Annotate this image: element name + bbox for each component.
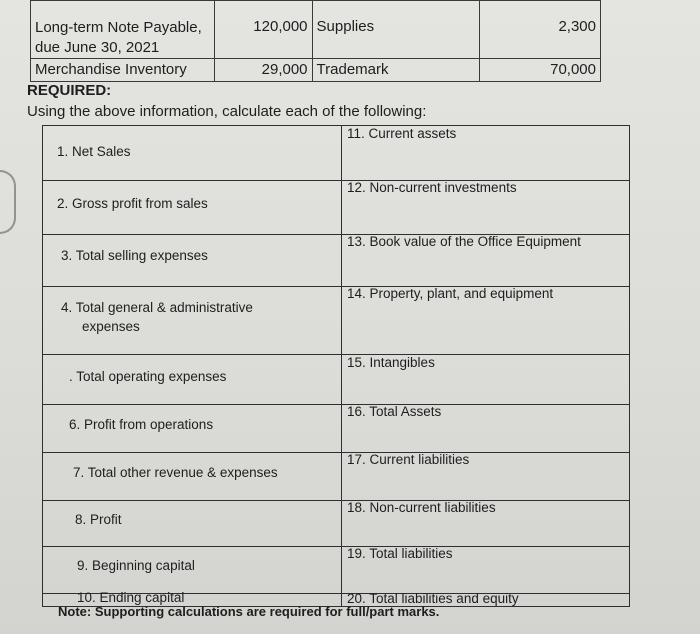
item-current-assets: 11. Current assets bbox=[347, 126, 457, 141]
item-ending-capital: 10. Ending capital bbox=[77, 590, 185, 605]
item-current-liabilities: 17. Current liabilities bbox=[347, 452, 470, 467]
account-amount: 120,000 bbox=[214, 1, 312, 59]
item-non-current-investments: 12. Non-current investments bbox=[347, 180, 517, 195]
item-total-other-revenue: 7. Total other revenue & expenses bbox=[73, 465, 278, 480]
footnote: Note: Supporting calculations are required for full/part marks. bbox=[58, 604, 440, 619]
row-divider bbox=[43, 404, 629, 405]
account-amount: 2,300 bbox=[480, 1, 601, 59]
account-balances-table bbox=[30, 0, 601, 82]
row-divider bbox=[43, 180, 629, 181]
account-amount: 70,000 bbox=[480, 59, 601, 82]
row-divider bbox=[43, 354, 629, 355]
item-property-plant-equipment: 14. Property, plant, and equipment bbox=[347, 286, 554, 301]
item-total-selling-expenses: 3. Total selling expenses bbox=[61, 248, 208, 263]
item-book-value-office-equipment: 13. Book value of the Office Equipment bbox=[347, 234, 581, 249]
instruction-text: Using the above information, calculate each of the following: bbox=[27, 103, 427, 120]
item-gross-profit: 2. Gross profit from sales bbox=[57, 196, 208, 211]
item-total-assets: 16. Total Assets bbox=[347, 404, 442, 419]
item-total-general-admin: 4. Total general & administrative bbox=[61, 300, 253, 315]
column-divider bbox=[341, 126, 342, 606]
calculation-grid bbox=[42, 125, 630, 607]
hole-punch-shadow bbox=[0, 170, 16, 234]
item-non-current-liabilities: 18. Non-current liabilities bbox=[347, 500, 496, 515]
item-total-liabilities-equity: 20. Total liabilities and equity bbox=[347, 591, 519, 606]
account-name: Trademark bbox=[312, 59, 480, 82]
item-profit-from-operations: 6. Profit from operations bbox=[69, 417, 214, 432]
item-net-sales: 1. Net Sales bbox=[57, 144, 131, 159]
row-divider bbox=[43, 546, 629, 547]
row-divider bbox=[43, 452, 629, 453]
row-divider bbox=[43, 500, 629, 501]
account-name: Long-term Note Payable, due June 30, 2021 bbox=[31, 1, 215, 59]
account-name: Merchandise Inventory bbox=[31, 59, 215, 82]
item-beginning-capital: 9. Beginning capital bbox=[77, 558, 195, 573]
table-row bbox=[31, 1, 601, 59]
item-profit: 8. Profit bbox=[75, 512, 122, 527]
account-amount: 29,000 bbox=[214, 59, 312, 82]
account-name: Supplies bbox=[312, 1, 480, 59]
table-row bbox=[31, 59, 601, 82]
item-intangibles: 15. Intangibles bbox=[347, 355, 435, 370]
item-total-general-admin-cont: expenses bbox=[82, 319, 140, 334]
item-total-operating-expenses: . Total operating expenses bbox=[69, 369, 227, 384]
required-heading: REQUIRED: bbox=[27, 82, 112, 99]
item-total-liabilities: 19. Total liabilities bbox=[347, 546, 453, 561]
